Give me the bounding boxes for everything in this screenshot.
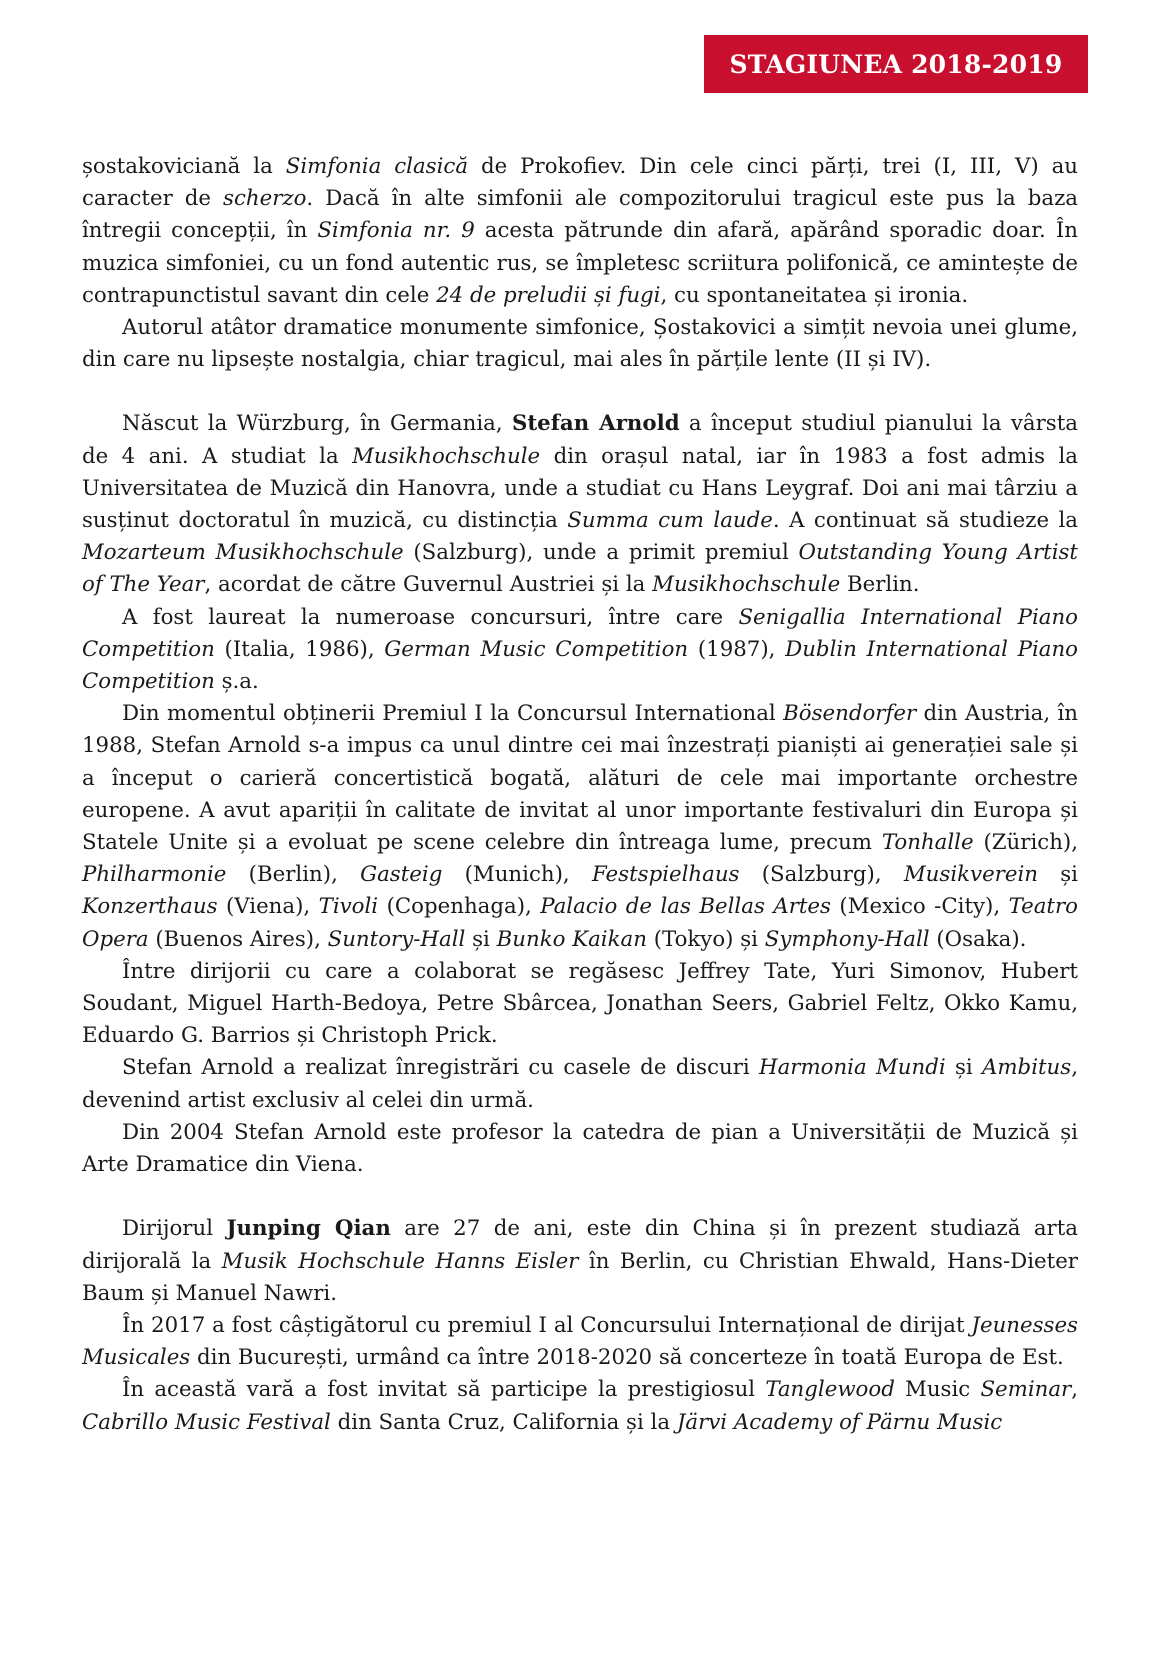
- text-run: a început studiul pianului la vârsta de 4 ani. A studiat la: [82, 411, 1078, 469]
- italic-term: German Music Competition: [384, 636, 689, 662]
- italic-term: Bösendorfer: [783, 701, 917, 727]
- text-run: Stefan Arnold a realizat înregistrări cu casele de discuri: [122, 1055, 759, 1081]
- text-run: din orașul natal, iar în 1983 a fost admis la Universitatea de Muzică din Hanovra, unde a studiat cu Hans Leygraf. Doi ani mai târziu a susținut doctoratul în muzică, cu distincția: [82, 443, 1078, 534]
- text-run: Din momentul obținerii Premiul I la Concursul International: [122, 701, 784, 727]
- italic-term: Gasteig: [360, 862, 443, 888]
- italic-term: Järvi Academy of Pärnu Music: [676, 1409, 1003, 1435]
- paragraph: [82, 1052, 1078, 1116]
- text-run: șostakoviciană la: [82, 154, 286, 179]
- text-run: de Prokofiev. Din cele cinci părți, trei (I, III, V) au caracter de: [82, 154, 1078, 212]
- season-header-badge: [704, 35, 1088, 93]
- italic-term: 24 de preludii și fugi: [436, 282, 661, 308]
- italic-term: Tanglewood: [765, 1377, 895, 1403]
- italic-term: Musikhochschule: [652, 572, 841, 598]
- text-run: și: [465, 926, 497, 952]
- italic-term: Tivoli: [318, 894, 379, 920]
- italic-term: Bunko Kaikan: [496, 926, 647, 952]
- text-run: (Salzburg), unde a primit premiul: [403, 540, 799, 566]
- italic-term: Seminar: [980, 1377, 1072, 1403]
- text-run: (Italia, 1986),: [214, 636, 385, 662]
- text-run: (Zürich),: [973, 830, 1078, 856]
- text-run: (Mexico -City),: [830, 894, 1009, 920]
- italic-term: Cabrillo Music Festival: [82, 1409, 331, 1435]
- text-run: Autorul atâtor dramatice monumente simfonice, Șostakovici a simțit nevoia unei glume, din care nu lipsește nostalgia, chiar tragicul, mai ales în părțile lente (II și IV).: [82, 315, 1078, 373]
- italic-term: Musik Hochschule Hanns Eisler: [221, 1248, 579, 1274]
- text-run: are 27 de ani, este din China și în prezent studiază arta dirijorală la: [82, 1216, 1078, 1274]
- italic-term: scherzo: [223, 186, 307, 212]
- text-run: (Berlin),: [226, 862, 361, 888]
- text-run: din Santa Cruz, California și la: [330, 1409, 677, 1435]
- text-run: Berlin.: [840, 572, 920, 598]
- italic-term: Senigallia International Piano Competition: [82, 604, 1078, 662]
- italic-term: Mozarteum Musikhochschule: [82, 540, 404, 566]
- italic-term: Musikverein: [903, 862, 1038, 888]
- text-run: (Munich),: [442, 862, 592, 888]
- text-run: ș.a.: [214, 669, 259, 695]
- text-run: Născut la Würzburg, în Germania,: [122, 411, 512, 437]
- text-run: A fost laureat la numeroase concursuri, între care: [122, 604, 739, 630]
- text-run: și: [945, 1055, 982, 1081]
- paragraph: [82, 312, 1078, 376]
- text-run: Music: [894, 1377, 981, 1403]
- text-run: Din 2004 Stefan Arnold este profesor la catedra de pian a Universității de Muzică și Arte Dramatice din Viena.: [82, 1119, 1078, 1178]
- italic-term: Outstanding Young Artist of The Year: [82, 540, 1078, 598]
- paragraph: [82, 1374, 1078, 1438]
- italic-term: Ambitus: [981, 1055, 1072, 1081]
- paragraph: [82, 1310, 1078, 1374]
- text-run: (Tokyo) și: [646, 926, 765, 952]
- paragraph: [82, 408, 1078, 601]
- text-run: (1987),: [688, 636, 786, 662]
- text-run: acesta pătrunde din afară, apărând sporadic doar. În muzica simfoniei, cu un fond autentic rus, se împletesc scriitura polifonică, ce amintește de contrapunctistul savant din cele: [82, 218, 1078, 308]
- text-run: Între dirijorii cu care a colaborat se regăsesc Jeffrey Tate, Yuri Simonov, Hubert Soudant, Miguel Harth-Bedoya, Petre Sbârcea, Jonathan Seers, Gabriel Feltz, Okko Kamu, Eduardo G. Barrios și Christoph Prick.: [82, 958, 1078, 1049]
- text-run: (Viena),: [217, 894, 319, 920]
- italic-term: Tonhalle: [881, 830, 974, 856]
- text-run: ,: [1071, 1377, 1079, 1403]
- text-run: (Salzburg),: [739, 862, 904, 888]
- paragraph: [82, 1213, 1078, 1310]
- italic-term: Festspielhaus: [591, 862, 740, 888]
- italic-term: Konzerthaus: [82, 894, 218, 920]
- bold-name: Junping Qian: [226, 1216, 391, 1242]
- italic-term: Philharmonie: [82, 862, 227, 888]
- italic-term: Palacio de las Bellas Artes: [540, 894, 831, 920]
- text-run: în Berlin, cu Christian Ehwald, Hans-Dieter Baum și Manuel Nawri.: [82, 1248, 1078, 1306]
- text-run: , acordat de către Guvernul Austriei și la: [204, 572, 653, 598]
- italic-term: Suntory-Hall: [327, 926, 466, 952]
- text-run: Dirijorul: [122, 1216, 227, 1242]
- text-run: , cu spontaneitatea și ironia.: [660, 282, 969, 308]
- season-title: STAGIUNEA 2018-2019: [729, 49, 1063, 79]
- text-run: În 2017 a fost câștigătorul cu premiul I al Concursului Internațional de dirijat: [122, 1312, 972, 1338]
- text-run: . Dacă în alte simfonii ale compozitorului tragicul este pus la baza întregii concepții, în: [82, 186, 1078, 244]
- text-run: din București, urmând ca între 2018-2020 să concerteze în toată Europa de Est.: [190, 1345, 1064, 1371]
- text-run: din Austria, în 1988, Stefan Arnold s-a impus ca unul dintre cei mai înzestrați pianiști ai generației sale și a început o carieră concertistică bogată, alături de cele mai importante orchestre europene. A avut apariții în calitate de invitat al unor importante festivaluri din Europa și Statele Unite și a evoluat pe scene celebre din întreaga lume, precum: [82, 701, 1078, 856]
- italic-term: Teatro Opera: [82, 894, 1078, 952]
- italic-term: Simfonia nr. 9: [317, 218, 475, 244]
- italic-term: Harmonia Mundi: [759, 1055, 946, 1081]
- text-run: (Copenhaga),: [378, 894, 541, 920]
- text-run: (Osaka).: [929, 926, 1027, 952]
- text-run: (Buenos Aires),: [148, 926, 328, 952]
- paragraph: [82, 151, 1078, 312]
- bold-name: Stefan Arnold: [511, 411, 680, 437]
- italic-term: Jeunesses Musicales: [82, 1312, 1078, 1371]
- italic-term: Dublin International Piano Competition: [82, 636, 1078, 695]
- paragraph: [82, 698, 1078, 956]
- paragraph: [82, 956, 1078, 1053]
- text-run: . A continuat să studieze la: [772, 508, 1078, 534]
- paragraph: [82, 602, 1078, 699]
- italic-term: Simfonia clasică: [285, 154, 469, 179]
- italic-term: Symphony-Hall: [764, 926, 930, 952]
- text-run: , devenind artist exclusiv al celei din urmă.: [82, 1055, 1078, 1113]
- document-body: [82, 151, 1078, 1439]
- text-run: În această vară a fost invitat să participe la prestigiosul: [122, 1377, 766, 1403]
- text-run: și: [1038, 862, 1078, 888]
- italic-term: Musikhochschule: [352, 443, 541, 469]
- italic-term: Summa cum laude: [567, 508, 773, 534]
- paragraph: [82, 1117, 1078, 1181]
